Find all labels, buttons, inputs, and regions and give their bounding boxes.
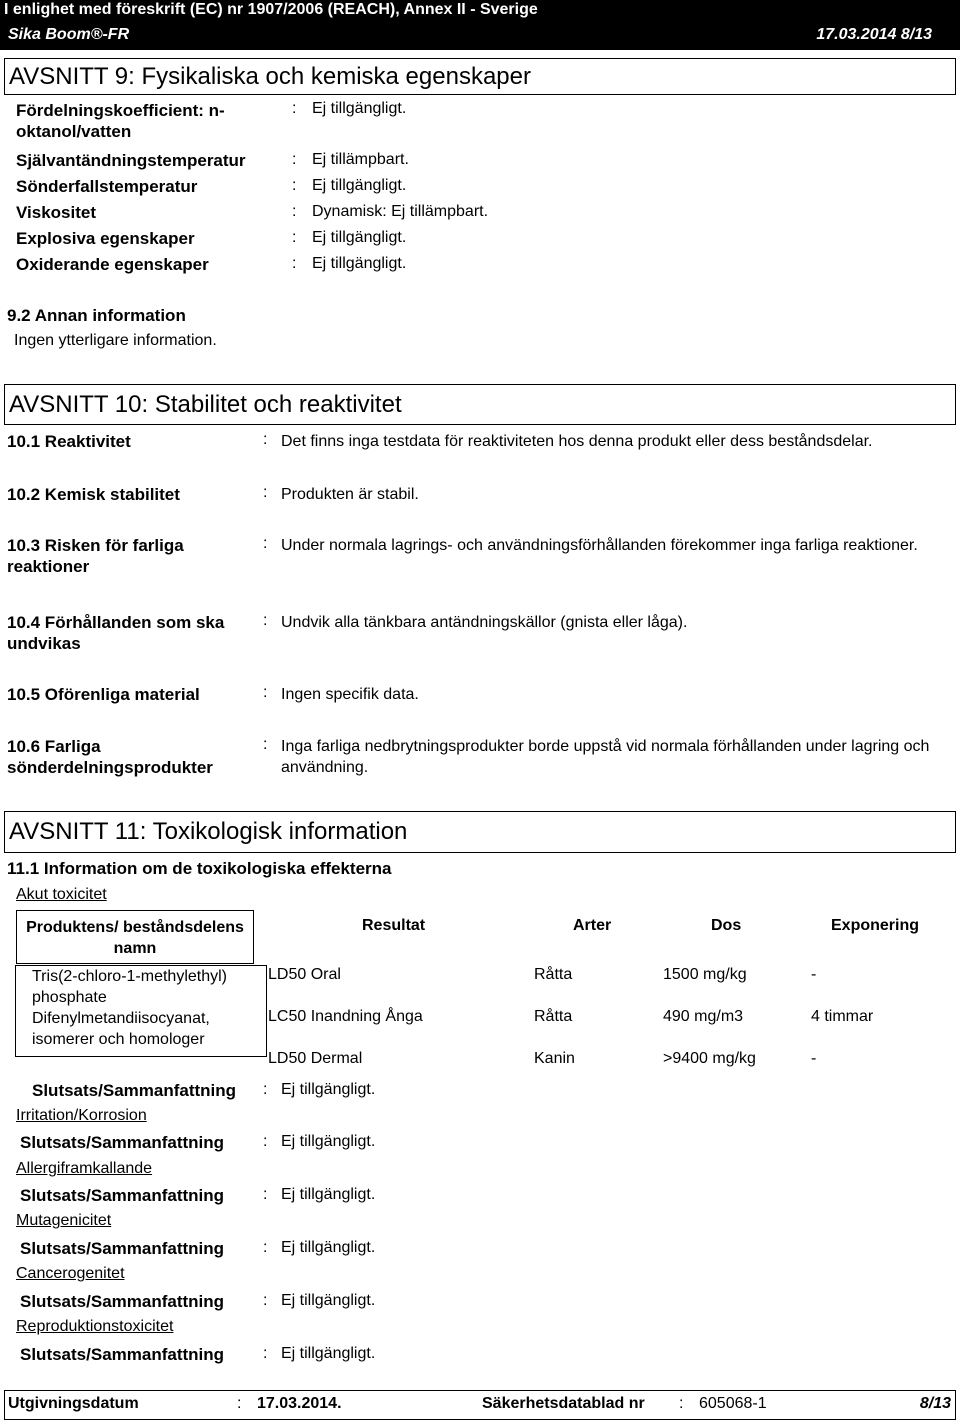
section-10-title: AVSNITT 10: Stabilitet och reaktivitet [4,384,956,425]
colon: : [263,1345,268,1362]
colon: : [292,203,297,220]
colon: : [263,484,268,501]
s9-value-decomposition: Ej tillgängligt. [312,177,407,194]
conclusion-label: Slutsats/Sammanfattning [20,1345,225,1364]
table-row-result: LD50 Oral [268,966,341,983]
conclusion-label: Slutsats/Sammanfattning [20,1292,225,1311]
s10-label-conditions-avoid: 10.4 Förhållanden som ska undvikas [7,613,225,653]
s9-value-partition: Ej tillgängligt. [312,100,407,117]
document-footer [4,1390,956,1420]
th-result: Resultat [362,917,426,934]
mutagenicity-heading: Mutagenicitet [16,1212,112,1229]
table-row-exposure: - [811,1050,817,1067]
sds-label: Säkerhetsdatablad nr [482,1395,645,1412]
s10-label-incompatible: 10.5 Oförenliga material [7,685,200,704]
colon: : [263,1081,268,1098]
page-number: 8/13 [919,1395,951,1412]
table-row-species: Råtta [534,966,573,983]
table-row-dose: >9400 mg/kg [663,1050,756,1067]
table-row-dose: 490 mg/m3 [663,1008,744,1025]
conclusion-label: Slutsats/Sammanfattning [20,1239,225,1258]
s10-value-hazardous-reactions: Under normala lagrings- och användningsförhållanden förekommer inga farliga reaktioner. [281,537,918,554]
s9-2-title: 9.2 Annan information [7,306,186,325]
s9-value-oxidizing: Ej tillgängligt. [312,255,407,272]
colon: : [292,177,297,194]
colon: : [292,229,297,246]
colon: : [292,255,297,272]
colon: : [263,431,268,448]
conclusion-value: Ej tillgängligt. [281,1081,376,1098]
s10-label-decomposition-products: 10.6 Farliga sönderdelningsprodukter [7,737,213,777]
s10-label-stability: 10.2 Kemisk stabilitet [7,485,180,504]
s10-value-decomposition-products: Inga farliga nedbrytningsprodukter borde uppstå vid normala förhållanden under lagring och användning. [281,738,930,776]
colon: : [263,1133,268,1150]
s9-value-explosive: Ej tillgängligt. [312,229,407,246]
th-product-name: Produktens/ beståndsdelens namn [26,919,244,957]
conclusion-value: Ej tillgängligt. [281,1133,376,1150]
colon: : [292,100,297,117]
conclusion-value: Ej tillgängligt. [281,1186,376,1203]
colon: : [263,736,268,753]
irritation-heading: Irritation/Korrosion [16,1107,147,1124]
substance-1: Tris(2-chloro-1-methylethyl) phosphate [32,968,227,1006]
sensitization-heading: Allergiframkallande [16,1160,153,1177]
issue-date: 17.03.2014. [257,1395,342,1412]
th-exposure: Exponering [831,917,920,934]
colon: : [263,535,268,552]
s9-label-partition: Fördelningskoefficient: n-oktanol/vatten [16,101,225,141]
s9-value-autoignition: Ej tillämpbart. [312,151,409,168]
colon: : [263,1239,268,1256]
table-row-species: Kanin [534,1050,575,1067]
s9-label-explosive: Explosiva egenskaper [16,229,195,248]
issue-date-label: Utgivningsdatum [8,1395,139,1412]
colon: : [263,1292,268,1309]
s10-label-hazardous-reactions: 10.3 Risken för farliga reaktioner [7,536,184,576]
s9-label-autoignition: Självantändningstemperatur [16,151,246,170]
s10-label-reactivity: 10.1 Reaktivitet [7,432,131,451]
colon: : [263,684,268,701]
s10-value-reactivity: Det finns inga testdata för reaktiviteten hos denna produkt eller dess beståndsdelar. [281,433,873,450]
conclusion-label: Slutsats/Sammanfattning [20,1133,225,1152]
th-dose: Dos [711,917,742,934]
s10-value-conditions-avoid: Undvik alla tänkbara antändningskällor (gnista eller låga). [281,614,688,631]
conclusion-value: Ej tillgängligt. [281,1345,376,1362]
document-header [0,0,960,50]
colon: : [292,151,297,168]
table-row-species: Råtta [534,1008,573,1025]
s9-label-oxidizing: Oxiderande egenskaper [16,255,209,274]
carcinogenicity-heading: Cancerogenitet [16,1265,125,1282]
s10-value-incompatible: Ingen specifik data. [281,686,419,703]
table-row-exposure: 4 timmar [811,1008,874,1025]
s9-label-viscosity: Viskositet [16,203,97,222]
table-row-dose: 1500 mg/kg [663,966,747,983]
th-species: Arter [573,917,612,934]
table-row-result: LC50 Inandning Ånga [268,1008,423,1025]
substance-2: Difenylmetandiisocyanat, isomerer och homologer [32,1010,210,1048]
colon: : [263,612,268,629]
table-row-result: LD50 Dermal [268,1050,363,1067]
colon: : [237,1395,242,1412]
conclusion-value: Ej tillgängligt. [281,1239,376,1256]
acute-toxicity-heading: Akut toxicitet [16,886,107,903]
sds-number: 605068-1 [699,1395,767,1412]
section-9-title: AVSNITT 9: Fysikaliska och kemiska egenskaper [4,58,956,95]
regulation-text: I enlighet med föreskrift (EC) nr 1907/2006 (REACH), Annex II - Sverige [4,1,538,18]
colon: : [679,1395,684,1412]
conclusion-value: Ej tillgängligt. [281,1292,376,1309]
colon: : [263,1186,268,1203]
s11-1-title: 11.1 Information om de toxikologiska effekterna [7,859,392,878]
s9-label-decomposition: Sönderfallstemperatur [16,177,198,196]
conclusion-label: Slutsats/Sammanfattning [20,1186,225,1205]
conclusion-label: Slutsats/Sammanfattning [32,1081,237,1100]
section-11-title: AVSNITT 11: Toxikologisk information [4,811,956,853]
date-page: 17.03.2014 8/13 [816,26,932,43]
s9-2-text: Ingen ytterligare information. [14,332,217,349]
s10-value-stability: Produkten är stabil. [281,486,419,503]
s9-value-viscosity: Dynamisk: Ej tillämpbart. [312,203,489,220]
table-row-exposure: - [811,966,817,983]
product-name: Sika Boom®-FR [8,26,130,43]
reproductive-toxicity-heading: Reproduktionstoxicitet [16,1318,174,1335]
